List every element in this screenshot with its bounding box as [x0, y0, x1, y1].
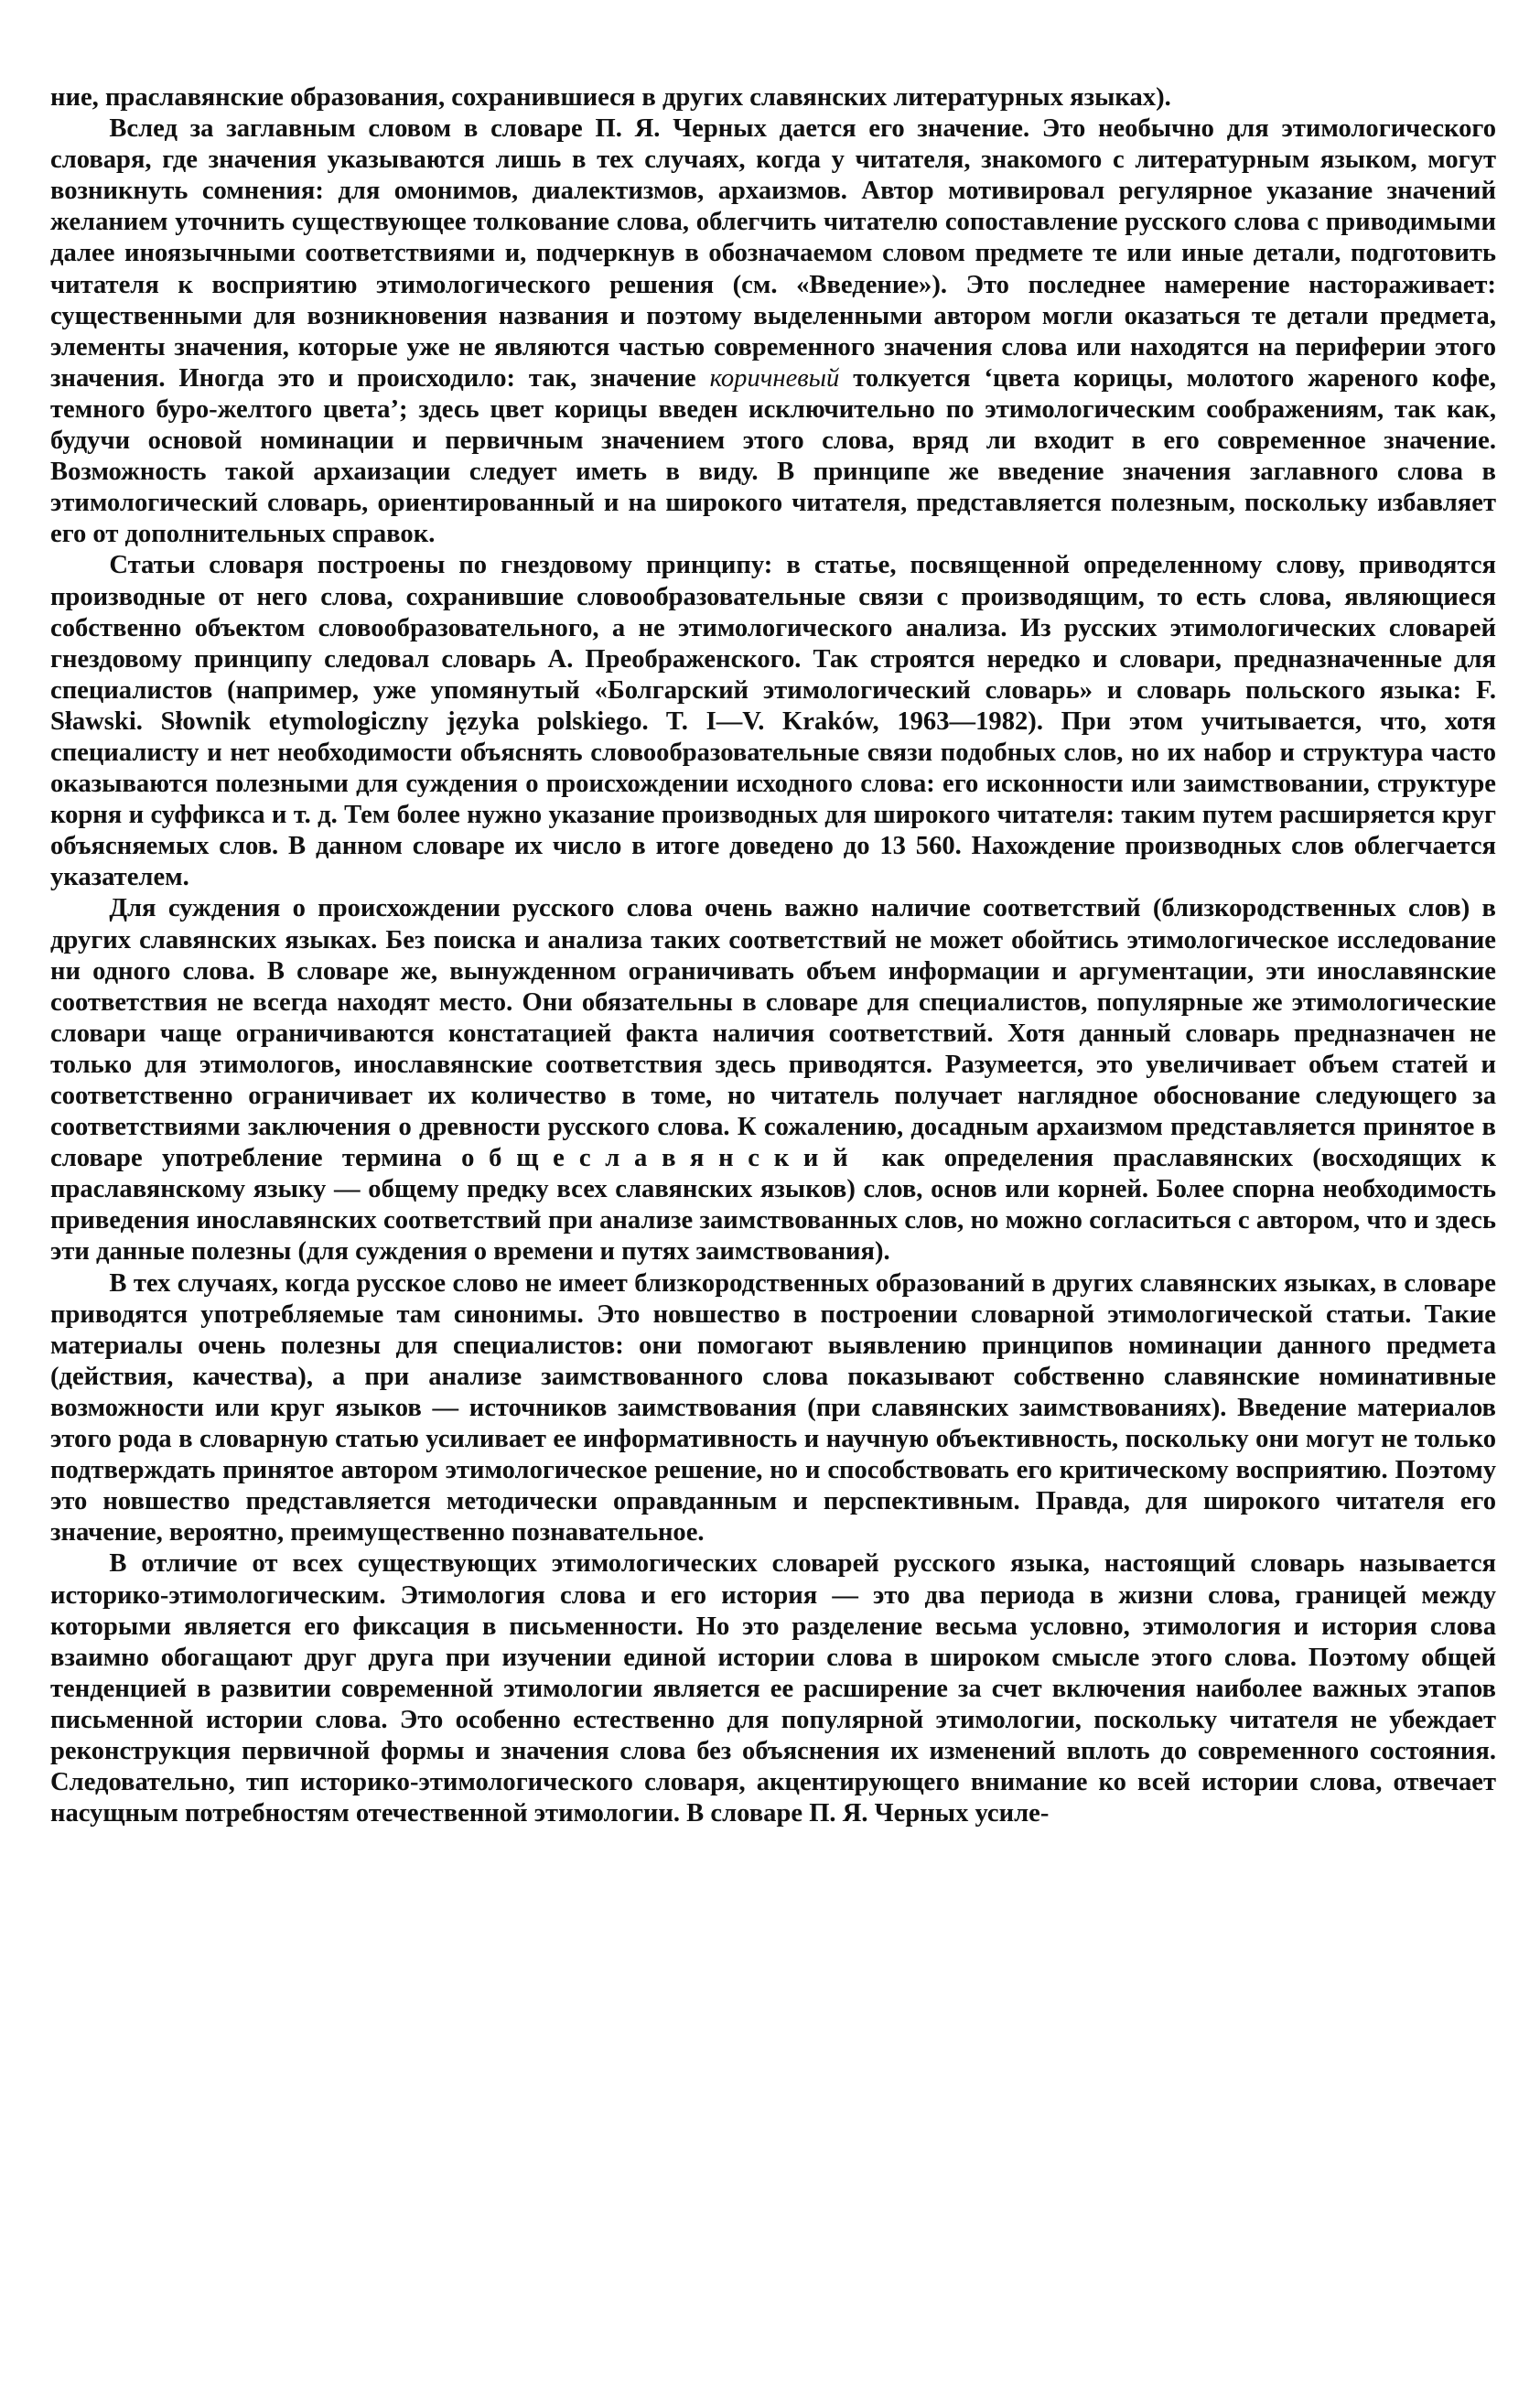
paragraph-slavic-correspondences — [50, 893, 1496, 1267]
paragraph-continuation — [50, 82, 1496, 113]
text-run: как определения праславянских (восходящих к праславянскому языку — общему предку всех славянских языков) слов, основ или корней. Более спорна необходимость приведения инославянских соответствий при анализе заимствованных слов, но можно согласиться с автором, что и здесь эти данные полезны (для суждения о времени и путях заимствования). — [50, 1144, 1496, 1267]
text-run: ние, праславянские образования, сохранившиеся в других славянских литературных языках). — [50, 83, 1171, 112]
paragraph-nest-principle — [50, 550, 1496, 893]
text-run: Статьи словаря построены по гнездовому принципу: в статье, посвященной определенному слову, приводятся производные от него слова, сохранившие словообразовательные связи с производящим, то есть слова, являющиеся собственно объектом словообразовательного, а не этимологического анализа. Из русских этимологических словарей гнездовому принципу следовал словарь А. Преображенского. Так строятся нередко и словари, предназначенные для специалистов (например, уже упомянутый «Болгарский этимологический словарь» и словарь польского языка: F. Sławski. Słownik etymologiczny języka polskiego. T. I—V. Kraków, 1963—1982). При этом учитывается, что, хотя специалисту и нет необходимости объяснять словообразовательные связи подобных слов, но их набор и структура часто оказываются полезными для суждения о происхождении исходного слова: его исконности или заимствовании, структуре корня и суффикса и т. д. Тем более нужно указание производных для широкого читателя: таким путем расширяется круг объясняемых слов. В данном словаре их число в итоге доведено до 13 560. Нахождение производных слов облегчается указателем. — [50, 551, 1496, 892]
italic-example-word: коричневый — [709, 363, 840, 393]
text-run: Для суждения о происхождении русского слова очень важно наличие соответствий (близкородственных слов) в других славянских языках. Без поиска и анализа таких соответствий не может обойтись этимологическое исследование ни одного слова. В словаре же, вынужденном ограничивать объем информации и аргументации, эти инославянские соответствия не всегда находят место. Они обязательны в словаре для специалистов, популярные же этимологические словари чаще ограничиваются констатацией факта наличия соответствий. Хотя данный словарь предназначен не только для этимологов, инославянские соответствия здесь приводятся. Разумеется, это увеличивает объем статей и соответственно ограничивает их количество в томе, но читатель получает наглядное обоснование следующего за соответствиями заключения о древности русского слова. К сожалению, досадным архаизмом представляется принятое в словаре употребление термина — [50, 894, 1496, 1173]
paragraph-historical-etymological — [50, 1548, 1496, 1829]
text-run: Вслед за заглавным словом в словаре П. Я. Черных дается его значение. Это необычно для этимологического словаря, где значения указываются лишь в тех случаях, когда у читателя, знакомого с литературным языком, могут возникнуть сомнения: для омонимов, диалектизмов, архаизмов. Автор мотивировал регулярное указание значений желанием уточнить существующее толкование слова, облегчить читателю сопоставление русского слова с приводимыми далее иноязычными соответствиями и, подчеркнув в обозначаемом словом предмете те или иные детали, подготовить читателя к восприятию этимологического решения (см. «Введение»). Это последнее намерение настораживает: существенными для возникновения названия и поэтому выделенными автором могли оказаться те детали предмета, элементы значения, которые уже не являются частью современного значения слова или находятся на периферии этого значения. Иногда это и происходило: так, значение — [50, 114, 1496, 393]
text-run: толкуется ‘цвета корицы, молотого жареного кофе, темного буро-желтого цвета’; здесь цвет корицы введен исключительно по этимологическим соображениям, так как, будучи основой номинации и первичным значением этого слова, вряд ли входит в его современное значение. Возможность такой архаизации следует иметь в виду. В принципе же введение значения заглавного слова в этимологический словарь, ориентированный и на широкого читателя, представляется полезным, поскольку избавляет его от дополнительных справок. — [50, 363, 1496, 549]
spaced-term: общеславянский — [461, 1144, 863, 1173]
paragraph-headword-meaning — [50, 113, 1496, 550]
paragraph-synonyms — [50, 1268, 1496, 1549]
text-run: В тех случаях, когда русское слово не имеет близкородственных образований в других славянских языках, в словаре приводятся употребляемые там синонимы. Это новшество в построении словарной этимологической статьи. Такие материалы очень полезны для специалистов: они помогают выявлению принципов номинации данного предмета (действия, качества), а при анализе заимствованного слова показывают собственно славянские номинативные возможности или круг языков — источников заимствования (при славянских заимствованиях). Введение материалов этого рода в словарную статью усиливает ее информативность и научную объективность, поскольку они могут не только подтверждать принятое автором этимологическое решение, но и способствовать его критическому восприятию. Поэтому это новшество представляется методически оправданным и перспективным. Правда, для широкого читателя его значение, вероятно, преимущественно познавательное. — [50, 1268, 1496, 1547]
text-run: В отличие от всех существующих этимологических словарей русского языка, настоящий словарь называется историко-этимологическим. Этимология слова и его история — это два периода в жизни слова, границей между которыми является его фиксация в письменности. Но это разделение весьма условно, этимология и история слова взаимно обогащают друг друга при изучении единой истории слова в широком смысле этого слова. Поэтому общей тенденцией в развитии современной этимологии является ее расширение за счет включения наиболее важных этапов письменной истории слова. Это особенно естественно для популярной этимологии, поскольку читателя не убеждает реконструкция первичной формы и значения слова без объяснения их изменений вплоть до современного состояния. Следовательно, тип историко-этимологического словаря, акцентирующего внимание ко всей истории слова, отвечает насущным потребностям отечественной этимологии. В словаре П. Я. Черных усиле- — [50, 1549, 1496, 1828]
